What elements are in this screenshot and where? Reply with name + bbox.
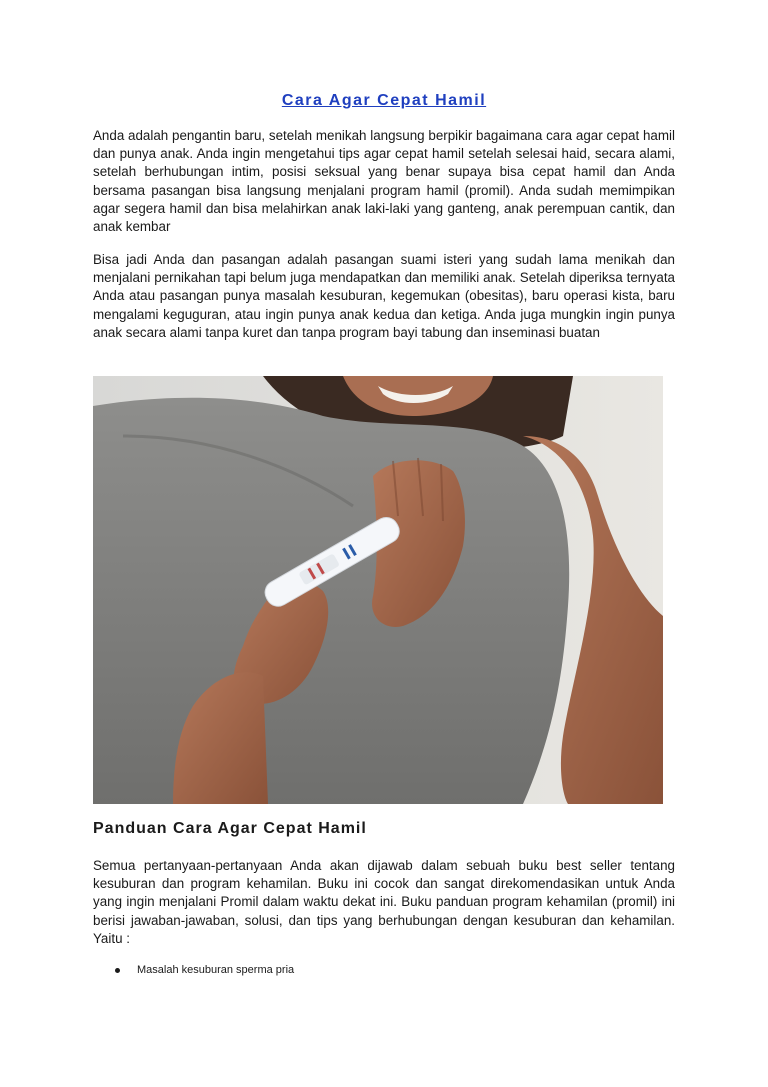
bullet-icon: [115, 968, 120, 973]
couple-pregnancy-test-photo: [93, 376, 663, 804]
list-item-label: Masalah kesuburan sperma pria: [137, 964, 295, 976]
list-item: [115, 964, 294, 976]
section-heading: Panduan Cara Agar Cepat Hamil: [93, 820, 367, 837]
second-paragraph: Bisa jadi Anda dan pasangan adalah pasangan suami isteri yang sudah lama menikah dan menjalani pernikahan tapi belum juga mendapatkan dan memiliki anak. Setelah diperiksa ternyata Anda atau pasangan punya masalah kesuburan, kegemukan (obesitas), baru operasi kista, baru mengalami keguguran, atau ingin punya anak kedua dan ketiga. Anda juga mungkin ingin punya anak secara alami tanpa kuret dan tanpa program bayi tabung dan inseminasi buatan: [93, 252, 675, 340]
document-title[interactable]: Cara Agar Cepat Hamil: [281, 92, 487, 109]
section-paragraph: Semua pertanyaan-pertanyaan Anda akan dijawab dalam sebuah buku best seller tentang kesuburan dan program kehamilan. Buku ini cocok dan sangat direkomendasikan untuk Anda yang ingin menjalani Promil dalam waktu dekat ini. Buku panduan program kehamilan (promil) ini berisi jawaban-jawaban, solusi, dan tips yang berhubungan dengan kesuburan dan kehamilan. Yaitu :: [93, 858, 675, 946]
intro-paragraph: Anda adalah pengantin baru, setelah menikah langsung berpikir bagaimana cara agar cepat hamil dan punya anak. Anda ingin mengetahui tips agar cepat hamil setelah selesai haid, secara alami, setelah berhubungan intim, posisi seksual yang benar supaya bisa cepat hamil dan Anda bersama pasangan bisa langsung menjalani program hamil (promil). Anda sudah memimpikan agar segera hamil dan bisa melahirkan anak laki-laki yang ganteng, anak perempuan cantik, dan anak kembar: [93, 128, 675, 235]
